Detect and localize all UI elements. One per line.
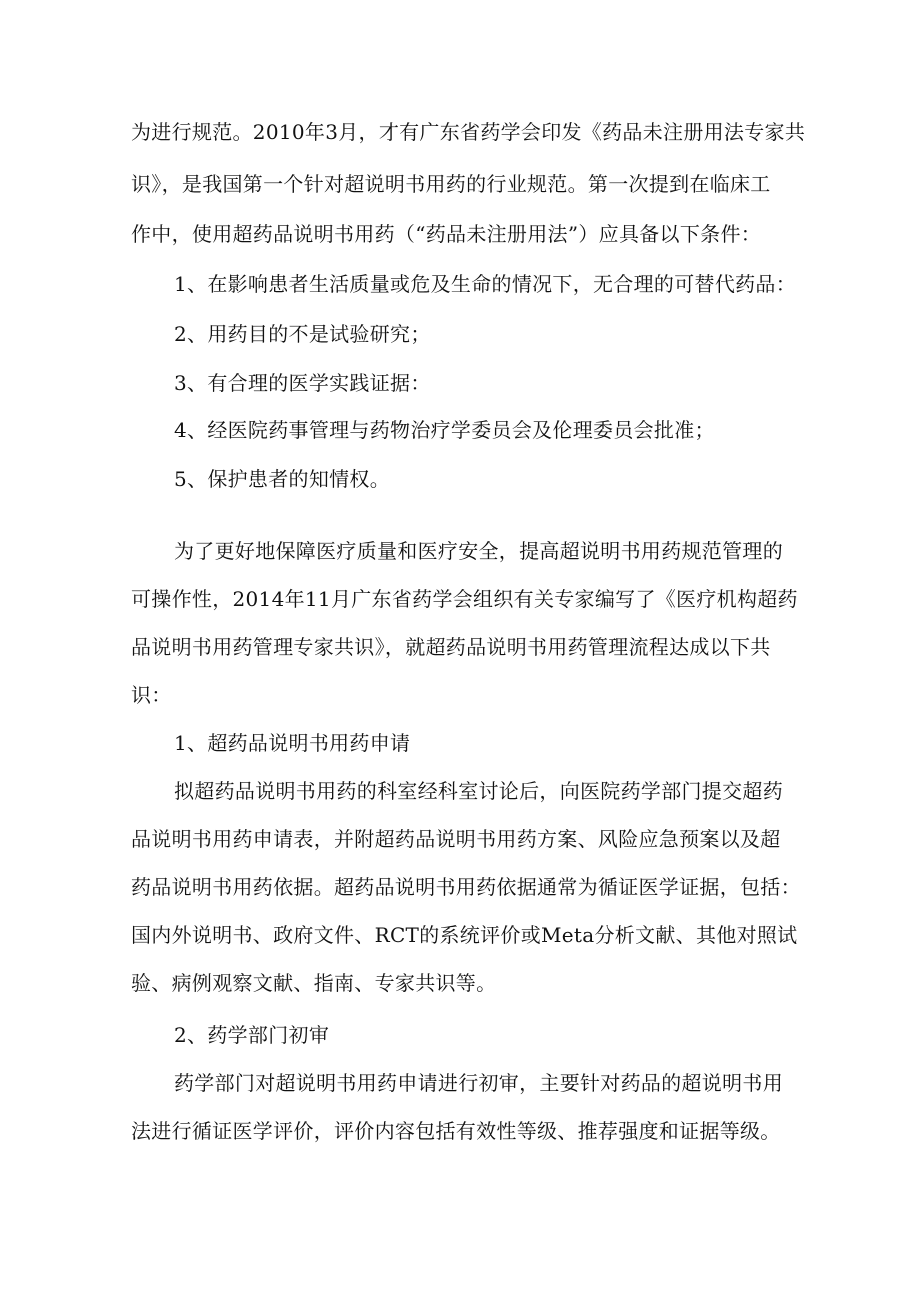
- section-2-line-1: 药学部门对超说明书用药申请进行初审，主要针对药品的超说明书用: [174, 1071, 783, 1095]
- condition-item-4: 4、经医院药事管理与药物治疗学委员会及伦理委员会批准；: [174, 418, 715, 442]
- section-1-line-4: 国内外说明书、政府文件、RCT的系统评价或Meta分析文献、其他对照试: [131, 923, 798, 947]
- paragraph-1-line-2: 识》，是我国第一个针对超说明书用药的行业规范。第一次提到在临床工: [131, 172, 771, 196]
- section-1-line-2: 品说明书用药申请表，并附超药品说明书用药方案、风险应急预案以及超: [131, 827, 781, 851]
- paragraph-1-line-3: 作中，使用超药品说明书用药（“药品未注册用法”）应具备以下条件：: [131, 222, 762, 246]
- section-2-heading: 2、药学部门初审: [174, 1023, 330, 1047]
- condition-item-3: 3、有合理的医学实践证据：: [174, 371, 431, 395]
- paragraph-2-line-2: 可操作性，2014年11月广东省药学会组织有关专家编写了《医疗机构超药: [131, 587, 798, 611]
- section-2-line-2: 法进行循证医学评价，评价内容包括有效性等级、推荐强度和证据等级。: [131, 1119, 781, 1143]
- paragraph-2-line-4: 识：: [131, 683, 172, 707]
- paragraph-2-line-1: 为了更好地保障医疗质量和医疗安全，提高超说明书用药规范管理的: [174, 539, 783, 563]
- paragraph-1-line-1: 为进行规范。2010年3月，才有广东省药学会印发《药品未注册用法专家共: [131, 120, 806, 144]
- paragraph-2-line-3: 品说明书用药管理专家共识》，就超药品说明书用药管理流程达成以下共: [131, 635, 771, 659]
- condition-item-1: 1、在影响患者生活质量或危及生命的情况下，无合理的可替代药品：: [174, 272, 797, 296]
- condition-item-5: 5、保护患者的知情权。: [174, 467, 391, 491]
- section-1-line-1: 拟超药品说明书用药的科室经科室讨论后，向医院药学部门提交超药: [174, 779, 783, 803]
- section-1-heading: 1、超药品说明书用药申请: [174, 731, 411, 755]
- section-1-line-3: 药品说明书用药依据。超药品说明书用药依据通常为循证医学证据，包括：: [131, 875, 801, 899]
- condition-item-2: 2、用药目的不是试验研究；: [174, 322, 431, 346]
- section-1-line-5: 验、病例观察文献、指南、专家共识等。: [131, 971, 497, 995]
